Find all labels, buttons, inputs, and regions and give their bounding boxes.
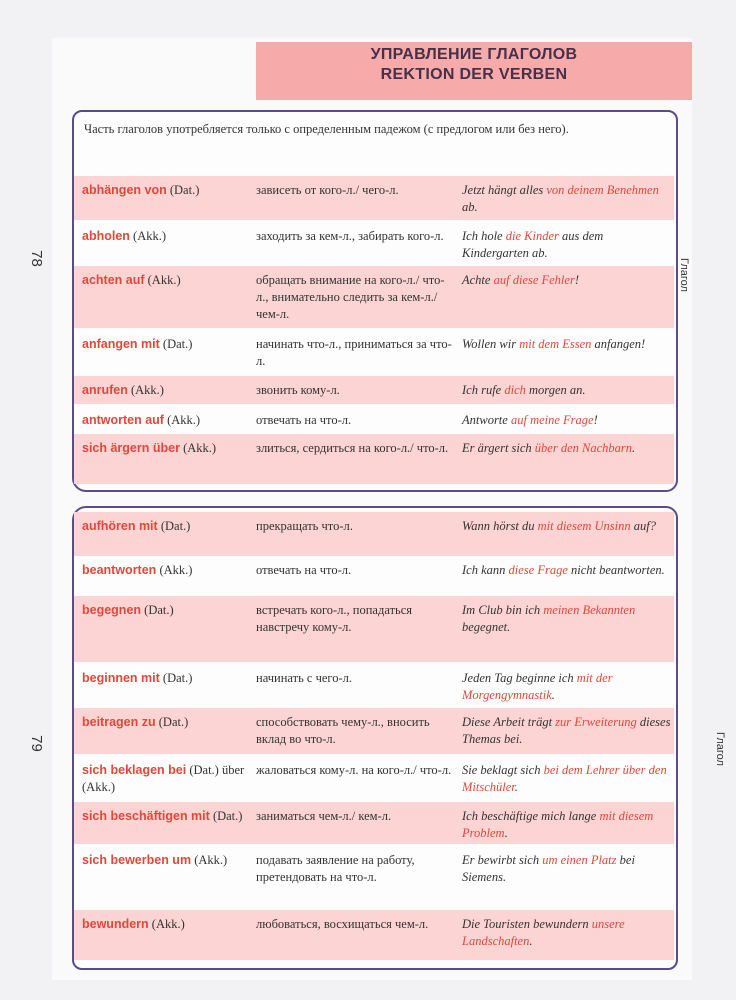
table-row [74,708,674,754]
title-ru: УПРАВЛЕНИЕ ГЛАГОЛОВ [370,46,578,63]
example-cell [462,808,672,842]
verb-text: begegnen [82,603,142,617]
case-label: (Akk.) [156,563,193,577]
example-text: Antworte [462,413,511,427]
example-cell [462,562,672,579]
verb-text: sich beschäftigen mit [82,809,210,823]
example-text: Im Club bin ich [462,603,544,617]
table-row [74,406,674,434]
case-label: (Akk.) [191,853,228,867]
translation-cell: отвечать на что-л. [256,563,352,577]
verb-cell [82,714,254,731]
verb-text: anrufen [82,383,128,397]
verb-cell [82,440,254,457]
translation-cell: отвечать на что-л. [256,413,352,427]
verb-cell [82,518,254,535]
table-row [74,266,674,328]
case-label: (Dat.) [159,671,193,685]
translation-cell: заходить за кем-л., забирать кого-л. [256,229,444,243]
translation-cell: злиться, сердиться на кого-л./ что-л. [256,441,449,455]
example-cell [462,916,672,950]
example-highlight: auf diese Fehler [493,273,575,287]
verb-cell [82,182,254,199]
example-text: aus dem Kindergarten ab. [462,229,604,260]
intro-text: Часть глаголов употребляется только с определенным падежом (с предлогом или без него). [84,122,569,136]
translation-cell: любоваться, восхищаться чем-л. [256,917,429,931]
verb-cell [82,272,254,289]
verb-text: bewundern [82,917,149,931]
page-number-78: 78 [27,250,45,267]
title-de: REKTION DER VERBEN [380,66,568,83]
verb-cell [82,228,254,245]
example-text: Ich kann [462,563,509,577]
example-highlight: diese Frage [508,563,568,577]
case-label: (Dat.) [157,519,191,533]
example-cell [462,272,672,289]
example-cell [462,182,672,216]
example-text: nicht beantworten. [567,563,665,577]
example-cell [462,714,672,748]
table-row [74,512,674,556]
example-cell [462,440,672,457]
example-text: . [514,780,518,794]
table-row [74,910,674,960]
verb-text: sich beklagen bei [82,763,187,777]
case-label: (Akk.) [179,441,217,455]
verb-cell [82,336,254,353]
example-text: Ich beschäftige mich lange [462,809,600,823]
example-text: Jeden Tag beginne ich [462,671,577,685]
example-highlight: mit der Morgengymnastik [462,671,613,702]
case-label: (Dat.) [155,715,189,729]
translation-cell: способствовать чему-л., вносить вклад во что-л. [256,715,430,746]
table-row [74,556,674,592]
table-row [74,802,674,844]
example-text: ! [593,413,598,427]
verb-text: beantworten [82,563,157,577]
verb-text: beitragen zu [82,715,156,729]
translation-cell: жаловаться кому-л. на кого-л./ что-л. [256,763,452,777]
example-text: Er ärgert sich [462,441,535,455]
example-highlight: unsere Landschaften [462,917,625,948]
example-text: Die Touristen bewundern [462,917,592,931]
example-highlight: mit dem Essen [519,337,592,351]
example-text: Er bewirbt sich [462,853,543,867]
translation-cell: зависеть от кого-л./ чего-л. [256,183,399,197]
example-highlight: über den Nachbarn [534,441,633,455]
case-label: (Akk.) [163,413,201,427]
translation-cell: начинать с чего-л. [256,671,353,685]
verb-cell [82,852,254,869]
example-cell [462,602,672,636]
example-cell [462,852,672,886]
example-text: morgen an. [525,383,586,397]
translation-cell: начинать что-л., приниматься за что-л. [256,337,452,368]
table-row [74,846,674,908]
case-label: (Akk.) [129,229,167,243]
verb-text: abholen [82,229,130,243]
example-text: . [551,688,555,702]
case-label: (Dat.) über (Akk.) [82,763,245,794]
example-text: ab. [462,200,478,214]
translation-cell: обращать внимание на кого-л./ что-л., внимательно следить за кем-л./ чем-л. [256,273,445,321]
example-text: dieses Themas bei. [462,715,671,746]
table-row [74,756,674,800]
example-text: Achte [462,273,494,287]
table-row [74,176,674,220]
example-text: . [632,441,636,455]
verb-text: beginnen mit [82,671,160,685]
verb-cell [82,670,254,687]
example-cell [462,382,672,399]
translation-cell: прекращать что-л. [256,519,353,533]
example-cell [462,670,672,704]
verb-text: antworten auf [82,413,164,427]
example-cell [462,762,672,796]
example-highlight: die Kinder [505,229,559,243]
example-highlight: mit diesem Problem [462,809,654,840]
verb-text: achten auf [82,273,145,287]
example-cell [462,518,672,535]
case-label: (Dat.) [209,809,243,823]
example-cell [462,228,672,262]
translation-cell: звонить кому-л. [256,383,340,397]
case-label: (Dat.) [166,183,200,197]
example-highlight: dich [504,383,526,397]
example-text: bei Siemens. [462,853,635,884]
verb-cell [82,562,254,579]
example-highlight: meinen Bekannten [543,603,636,617]
example-highlight: zur Erweiterung [555,715,637,729]
table-row [74,596,674,662]
case-label: (Akk.) [148,917,185,931]
example-text: Ich rufe [462,383,505,397]
verb-cell [82,916,254,933]
verb-cell [82,412,254,429]
example-text: Sie beklagt sich [462,763,544,777]
example-text: Jetzt hängt alles [462,183,547,197]
example-text: Diese Arbeit trägt [462,715,556,729]
example-highlight: bei dem Lehrer über den Mitschüler [462,763,667,794]
side-label-top: Глагол [678,258,690,292]
table-row [74,222,674,266]
example-text: anfangen! [591,337,646,351]
table-row [74,434,674,484]
page-title [256,45,692,85]
page-number-79: 79 [27,735,45,752]
example-cell [462,336,672,353]
verb-text: anfangen mit [82,337,160,351]
verb-cell [82,382,254,399]
example-text: auf? [630,519,657,533]
example-text: . [529,934,533,948]
table-row [74,330,674,374]
case-label: (Dat.) [141,603,174,617]
verb-cell [82,762,254,796]
example-text: ! [574,273,579,287]
example-highlight: mit diesem Unsinn [537,519,631,533]
example-highlight: um einen Platz [542,853,617,867]
example-text: begegnet. [462,620,511,634]
example-text: . [504,826,508,840]
case-label: (Akk.) [127,383,164,397]
case-label: (Dat.) [159,337,193,351]
verb-text: aufhören mit [82,519,158,533]
example-text: Wollen wir [462,337,520,351]
translation-cell: заниматься чем-л./ кем-л. [256,809,392,823]
verb-cell [82,602,254,619]
verb-cell [82,808,254,825]
example-text: Wann hörst du [462,519,538,533]
side-label-bottom: Глагол [714,732,726,766]
table-row [74,376,674,404]
example-cell [462,412,672,429]
verb-text: abhängen von [82,183,167,197]
case-label: (Akk.) [144,273,181,287]
example-highlight: auf meine Frage [510,413,594,427]
example-text: Ich hole [462,229,506,243]
translation-cell: подавать заявление на работу, претендовать на что-л. [256,853,415,884]
translation-cell: встречать кого-л., попадаться навстречу кому-л. [256,603,413,634]
table-row [74,664,674,706]
verb-text: sich bewerben um [82,853,192,867]
example-highlight: von deinem Benehmen [546,183,659,197]
verb-text: sich ärgern über [82,441,180,455]
